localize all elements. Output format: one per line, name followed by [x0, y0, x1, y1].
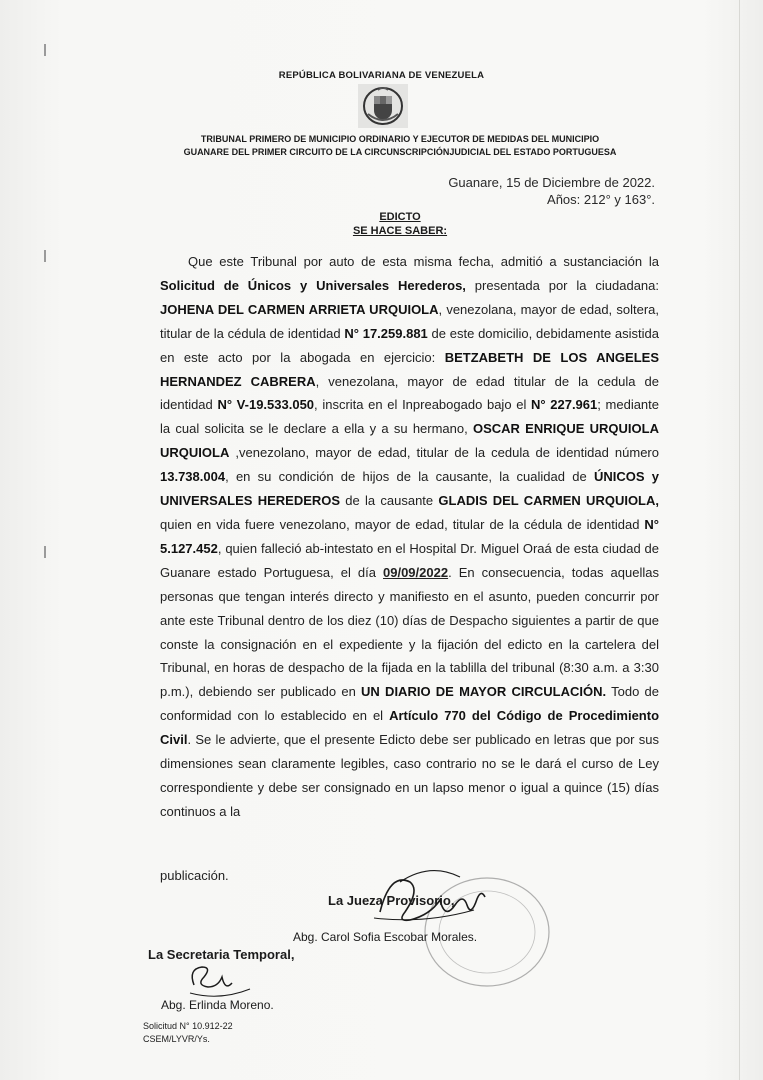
judge-signature: [360, 862, 490, 932]
margin-mark: [44, 546, 46, 558]
request-number: Solicitud N° 10.912-22: [143, 1021, 233, 1031]
lawyer-id: N° V-19.533.050: [217, 397, 315, 413]
body-text-segment: , venezolana, mayor de edad titular de la cedula de identidad: [160, 373, 659, 413]
court-name: [0, 133, 763, 159]
applicant-id: N° 17.259.881: [344, 325, 428, 341]
country-header: REPÚBLICA BOLIVARIANA DE VENEZUELA: [278, 70, 485, 81]
page-edge-line: [739, 0, 740, 1080]
brother-id: 13.738.004: [160, 469, 226, 485]
judge-label: La Jueza Provisorio,: [328, 893, 455, 908]
legal-article: Artículo 770 del Código de Procedimiento Civil: [160, 708, 660, 748]
lawyer-name: BETZABETH DE LOS ANGELES HERNANDEZ CABRERA: [160, 349, 659, 389]
date-line: Guanare, 15 de Diciembre de 2022.: [448, 175, 655, 190]
newspaper-requirement: UN DIARIO DE MAYOR CIRCULACIÓN.: [361, 684, 607, 700]
secretary-name: Abg. Erlinda Moreno.: [161, 998, 274, 1012]
body-text-segment: . En consecuencia, todas aquellas personas que tengan interés directo y manifiesto en el asunto, pueden concurrir por ante este Tribunal dentro de los diez (10) días de Despacho siguientes a partir de que conste la consignación en el expediente y la fijación del edicto en la cartelera del Tribunal, en horas de despacho de la fijada en la tablilla del tribunal (8:30 a.m. a 3:30 p.m.), debiendo ser publicado en: [160, 564, 659, 700]
judge-name: Abg. Carol Sofia Escobar Morales.: [293, 930, 478, 944]
death-date: 09/09/2022: [383, 564, 449, 580]
inpreabogado-number: N° 227.961: [531, 397, 598, 413]
body-text-segment: ,venezolano, mayor de edad, titular de la cedula de identidad número: [229, 445, 659, 461]
title-edicto: EDICTO: [379, 211, 421, 223]
margin-mark: [44, 44, 46, 56]
deceased-id: N° 5.127.452: [160, 516, 659, 556]
body-text-segment: Que este Tribunal por auto de esta misma fecha, admitió a sustanciación la: [188, 254, 659, 269]
body-text-segment: . Se le advierte, que el presente Edicto debe ser publicado en letras que por sus dimensiones sean claramente legibles, caso contrario no se le dará el curso de Ley correspondiente y debe ser consignado en un lapso menor o igual a quince (15) días continuos a la: [160, 732, 659, 819]
margin-mark: [44, 250, 46, 262]
body-text-segment: presentada por la ciudadana:: [465, 277, 659, 293]
body-text-segment: , venezolana, mayor de edad, soltera, titular de la cédula de identidad: [160, 301, 659, 341]
heirs-designation: ÚNICOS y UNIVERSALES HEREDEROS: [160, 469, 659, 509]
brother-name: OSCAR ENRIQUE URQUIOLA URQUIOLA: [160, 421, 659, 461]
body-text-segment: , inscrita en el Inpreabogado bajo el: [314, 397, 531, 413]
applicant-name: JOHENA DEL CARMEN ARRIETA URQUIOLA: [160, 301, 439, 317]
body-text-segment: Todo de conformidad con lo establecido en el: [160, 684, 659, 724]
years-line: Años: 212° y 163°.: [547, 192, 655, 207]
coat-of-arms-seal: [358, 84, 408, 128]
body-text-segment: ; mediante la cual solicita se le declare a ella y a su hermano,: [160, 397, 660, 437]
court-line-2: GUANARE DEL PRIMER CIRCUITO DE LA CIRCUNSCRIPCIÓNJUDICIAL DEL ESTADO PORTUGUESA: [183, 147, 617, 157]
secretary-label: La Secretaria Temporal,: [148, 947, 295, 962]
body-text-segment: de la causante: [340, 493, 439, 509]
court-line-1: TRIBUNAL PRIMERO DE MUNICIPIO ORDINARIO Y EJECUTOR DE MEDIDAS DEL MUNICIPIO: [200, 134, 600, 144]
body-text-segment: de este domicilio, debidamente asistida en este acto por la abogada en ejercicio:: [160, 325, 659, 365]
body-text-segment: , quien falleció ab-intestato en el Hospital Dr. Miguel Oraá de esta ciudad de Guanare estado Portuguesa, el día: [160, 540, 659, 580]
closing-word: publicación.: [160, 868, 229, 883]
deceased-name: GLADIS DEL CARMEN URQUIOLA,: [438, 493, 659, 509]
title-se-hace-saber: SE HACE SABER:: [352, 225, 448, 237]
request-type: Solicitud de Únicos y Universales Herederos,: [160, 277, 466, 293]
edict-body: [160, 250, 659, 824]
initials-reference: CSEM/LYVR/Ys.: [143, 1034, 210, 1044]
body-text-segment: quien en vida fuere venezolano, mayor de edad, titular de la cédula de identidad: [160, 516, 645, 532]
edict-title: [0, 210, 763, 238]
body-text-segment: , en su condición de hijos de la causante, la cualidad de: [225, 469, 594, 485]
body-paragraph: [160, 250, 659, 824]
date-block: [448, 174, 655, 208]
